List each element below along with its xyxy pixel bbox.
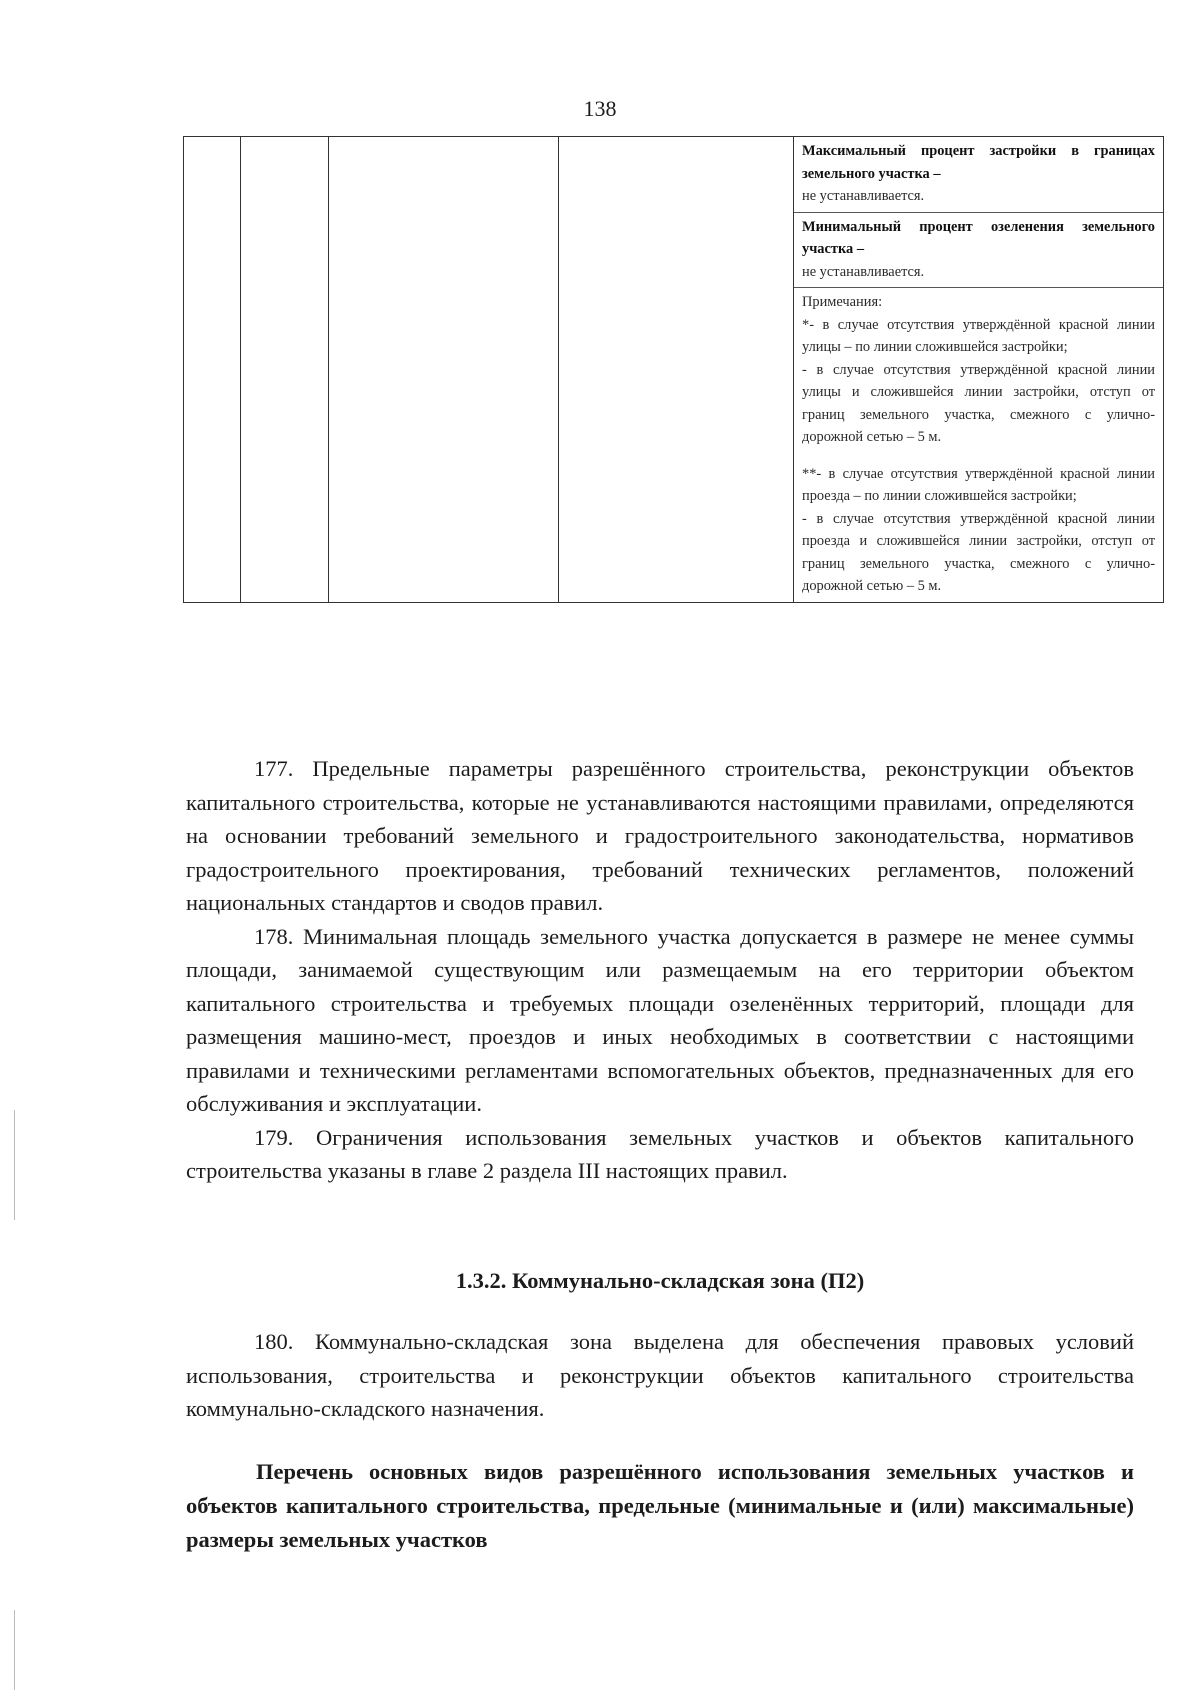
body-paragraph-180 [186,1325,1134,1426]
min-green-percent-value: не устанавливается. [802,263,925,280]
note-item: - в случае отсутствия утверждённой красной линии проезда и сложившейся линии застройки, отступ от границ земельного участка, смежного с улично-дорожной сетью – 5 м. [802,510,1155,594]
paragraph-177: 177. Предельные параметры разрешённого строительства, реконструкции объектов капитального строительства, которые не устанавливаются настоящими правилами, определяются на основании требований земельного и градостроительного законодательства, нормативов градостроительного проектирования, требований технических регламентов, положений национальных стандартов и сводов правил. [186,756,1134,915]
notes-block [794,287,1163,602]
body-paragraphs [186,752,1134,1188]
notes-title: Примечания: [802,294,883,310]
table-cell-parameters [794,137,1164,603]
table-cell-code [241,137,329,603]
scan-margin-line [14,1110,15,1220]
max-build-percent-block [794,137,1163,212]
note-item: **- в случае отсутствия утверждённой красной линии проезда – по линии сложившейся застройки; [802,465,1155,504]
note-item: *- в случае отсутствия утверждённой красной линии улицы – по линии сложившейся застройки; [802,316,1155,355]
table-cell-use-type [329,137,559,603]
parameters-table [183,136,1164,603]
scan-margin-line [14,1610,15,1690]
note-item: - в случае отсутствия утверждённой красной линии улицы и сложившейся линии застройки, отступ от границ земельного участка, смежного с улично-дорожной сетью – 5 м. [802,361,1155,445]
min-green-percent-label: Минимальный процент озеленения земельного участка – [802,218,1155,257]
table-row [184,137,1164,603]
max-build-percent-value: не устанавливается. [802,188,925,204]
table-cell-description [559,137,794,603]
paragraph-178: 178. Минимальная площадь земельного участка допускается в размере не менее суммы площади, занимаемой существующим или размещаемым на его территории объектом капитального строительства и требуемых площади озеленённых территорий, площади для размещения машино-мест, проездов и иных необходимых в соответствии с настоящими правилами и техническими регламентами вспомогательных объектов, предназначенных для его обслуживания и эксплуатации. [186,923,1134,1116]
table-cell-number [184,137,241,603]
list-heading: Перечень основных видов разрешённого использования земельных участков и объектов капитального строительства, предельные (минимальные и (или) максимальные) размеры земельных участков [186,1459,1134,1552]
paragraph-180: 180. Коммунально-складская зона выделена для обеспечения правовых условий использования, строительства и реконструкции объектов капитального строительства коммунально-складского назначения. [186,1329,1134,1421]
section-heading: 1.3.2. Коммунально-складская зона (П2) [455,1268,865,1293]
page-number: 138 [583,96,617,121]
paragraph-179: 179. Ограничения использования земельных участков и объектов капитального строительства указаны в главе 2 раздела III настоящих правил. [186,1124,1134,1183]
max-build-percent-label: Максимальный процент застройки в границах земельного участка – [802,143,1155,182]
min-green-percent-block [794,212,1163,288]
